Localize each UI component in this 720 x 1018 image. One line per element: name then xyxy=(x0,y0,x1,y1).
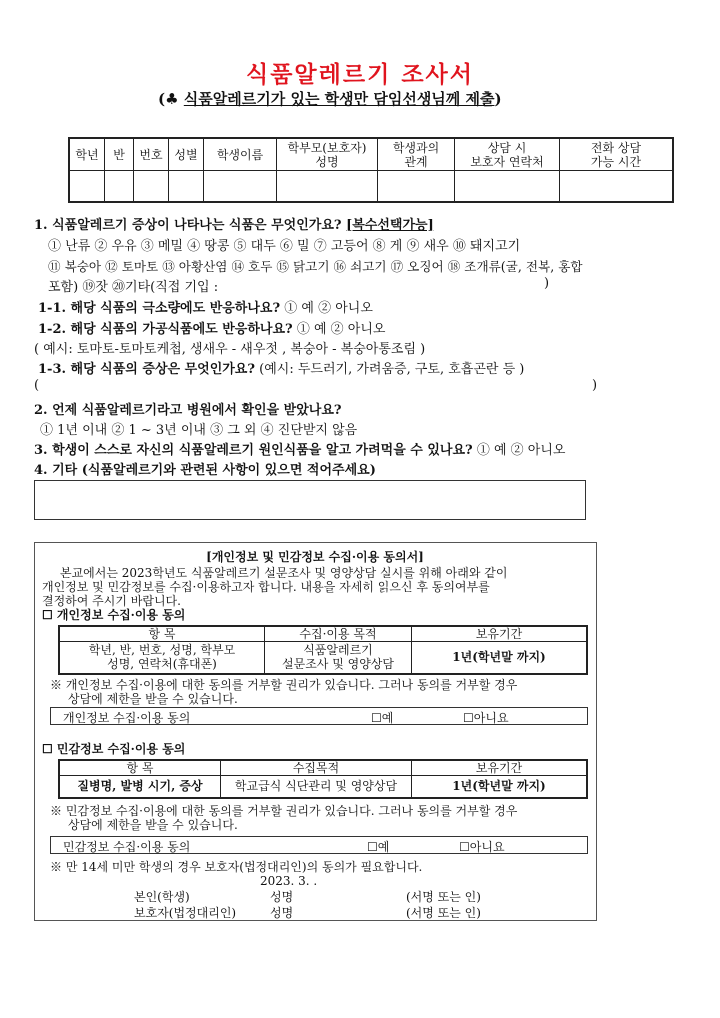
question-3 xyxy=(34,439,565,458)
subtitle-text: 식품알레르기가 있는 학생만 담임선생님께 제출 xyxy=(183,90,495,108)
student-label: 본인(학생) xyxy=(134,890,190,904)
student-name-label: 성명 xyxy=(270,890,294,904)
header-gender: 성별 xyxy=(169,138,204,171)
header-call-time: 전화 상담 가능 시간 xyxy=(560,138,674,171)
personal-header-period: 보유기간 xyxy=(412,626,588,642)
personal-consent-label: 개인정보 수집·이용 동의 xyxy=(63,711,191,725)
question-2-options[interactable]: ① 1년 이내 ② 1 ~ 3년 이내 ③ 그 외 ④ 진단받지 않음 xyxy=(40,423,358,438)
question-3-options[interactable]: ① 예 ② 아니오 xyxy=(476,443,566,458)
question-1-options-line3-close: ) xyxy=(544,276,550,291)
header-guardian-name: 학부모(보호자) 성명 xyxy=(277,138,378,171)
subtitle-open-paren: ( xyxy=(158,90,166,108)
header-number: 번호 xyxy=(134,138,169,171)
personal-item: 학년, 반, 번호, 성명, 학부모 성명, 연락처(휴대폰) xyxy=(59,642,265,674)
personal-purpose: 식품알레르기 설문조사 및 영양상담 xyxy=(265,642,412,674)
header-guardian-contact: 상담 시 보호자 연락처 xyxy=(455,138,560,171)
question-1-3 xyxy=(38,358,524,377)
input-student-name[interactable] xyxy=(204,171,277,203)
signature-date[interactable]: 2023. 3. . xyxy=(260,874,318,888)
sensitive-purpose: 학교급식 식단관리 및 영양상담 xyxy=(221,776,412,798)
question-1-3-open[interactable]: ( xyxy=(34,378,40,393)
question-4-text: 4. 기타 (식품알레르기와 관련된 사항이 있으면 적어주세요) xyxy=(34,463,376,478)
question-1-options-line3[interactable]: 포함) ⑲잣 ⑳기타(직접 기입 : xyxy=(48,280,219,295)
sensitive-consent-label: 민감정보 수집·이용 동의 xyxy=(63,840,191,854)
personal-notice-1: ※ 개인정보 수집·이용에 대한 동의를 거부할 권리가 있습니다. 그러나 동의를 거부할 경우 xyxy=(50,678,518,692)
guardian-label: 보호자(법정대리인) xyxy=(134,906,237,920)
consent-heading: [개인정보 및 민감정보 수집·이용 동의서] xyxy=(206,550,424,564)
header-student-name: 학생이름 xyxy=(204,138,277,171)
input-class[interactable] xyxy=(105,171,134,203)
under14-notice: ※ 만 14세 미만 학생의 경우 보호자(법정대리인)의 동의가 필요합니다. xyxy=(50,860,423,874)
consent-intro-1: 본교에서는 2023학년도 식품알레르기 설문조사 및 영양상담 실시를 위해 아래와 같이 xyxy=(60,566,508,580)
student-sign[interactable]: (서명 또는 인) xyxy=(406,890,481,904)
student-info-table xyxy=(68,137,674,203)
question-1-multi: [복수선택가능] xyxy=(346,218,434,233)
personal-consent-no[interactable]: ☐아니요 xyxy=(463,711,509,725)
question-1-1-text: 1-1. 해당 식품의 극소량에도 반응하나요? xyxy=(38,301,281,316)
question-1-options-line1[interactable]: ① 난류 ② 우유 ③ 메밀 ④ 땅콩 ⑤ 대두 ⑥ 밀 ⑦ 고등어 ⑧ 게 ⑨ 새우 ⑩ 돼지고기 xyxy=(48,239,521,254)
student-table-input-row[interactable] xyxy=(69,171,673,203)
question-3-text: 3. 학생이 스스로 자신의 식품알레르기 원인식품을 알고 가려먹을 수 있나요? xyxy=(34,443,473,458)
question-1-3-text: 1-3. 해당 식품의 증상은 무엇인가요? xyxy=(38,362,255,377)
sensitive-consent-title[interactable]: ☐ 민감정보 수집·이용 동의 xyxy=(42,742,186,756)
consent-intro-3: 결정하여 주시기 바랍니다. xyxy=(42,594,181,608)
personal-info-table xyxy=(58,625,588,675)
question-1-2-text: 1-2. 해당 식품의 가공식품에도 반응하나요? xyxy=(38,322,293,337)
sensitive-consent-yes[interactable]: ☐예 xyxy=(367,840,390,854)
personal-header-purpose: 수집·이용 목적 xyxy=(265,626,412,642)
personal-consent-row xyxy=(50,707,588,725)
question-1-3-close: ) xyxy=(592,378,598,393)
page-title: 식품알레르기 조사서 xyxy=(246,61,474,88)
personal-consent-yes[interactable]: ☐예 xyxy=(371,711,394,725)
question-4-answer-box[interactable] xyxy=(34,480,586,520)
input-guardian-name[interactable] xyxy=(277,171,378,203)
sensitive-notice-1: ※ 민감정보 수집·이용에 대한 동의를 거부할 권리가 있습니다. 그러나 동의를 거부할 경우 xyxy=(50,804,518,818)
question-1-options-line2[interactable]: ⑪ 복숭아 ⑫ 토마토 ⑬ 아황산염 ⑭ 호두 ⑮ 닭고기 ⑯ 쇠고기 ⑰ 오징어 ⑱ 조개류(굴, 전복, 홍합 xyxy=(48,259,583,274)
question-1 xyxy=(34,214,434,233)
personal-consent-title[interactable]: ☐ 개인정보 수집·이용 동의 xyxy=(42,608,186,622)
sensitive-item: 질병명, 발병 시기, 증상 xyxy=(59,776,221,798)
input-relationship[interactable] xyxy=(378,171,455,203)
sensitive-consent-row xyxy=(50,836,588,854)
input-guardian-contact[interactable] xyxy=(455,171,560,203)
guardian-sign[interactable]: (서명 또는 인) xyxy=(406,906,481,920)
personal-notice-2: 상담에 제한을 받을 수 있습니다. xyxy=(68,692,238,706)
question-1-2 xyxy=(38,318,385,337)
question-1-2-options[interactable]: ① 예 ② 아니오 xyxy=(296,322,386,337)
page-subtitle xyxy=(158,88,502,109)
sensitive-consent-no[interactable]: ☐아니요 xyxy=(459,840,505,854)
guardian-name-label: 성명 xyxy=(270,906,294,920)
question-1-1-options[interactable]: ① 예 ② 아니오 xyxy=(284,301,373,316)
header-grade: 학년 xyxy=(69,138,105,171)
question-1-1 xyxy=(38,297,373,316)
subtitle-close-paren: ) xyxy=(494,90,502,108)
sensitive-header-item: 항 목 xyxy=(59,760,221,776)
student-table-header xyxy=(69,138,673,171)
clover-icon: ♣ xyxy=(165,90,179,108)
header-class: 반 xyxy=(105,138,134,171)
question-2-text: 2. 언제 식품알레르기라고 병원에서 확인을 받았나요? xyxy=(34,403,342,418)
sensitive-header-purpose: 수집목적 xyxy=(221,760,412,776)
input-number[interactable] xyxy=(134,171,169,203)
question-1-2-example: ( 예시: 토마토-토마토케첩, 생새우 - 새우젓 , 복숭아 - 복숭아통조림 ) xyxy=(34,342,426,357)
input-call-time[interactable] xyxy=(560,171,674,203)
personal-period: 1년(학년말 까지) xyxy=(412,642,588,674)
sensitive-period: 1년(학년말 까지) xyxy=(412,776,588,798)
sensitive-notice-2: 상담에 제한을 받을 수 있습니다. xyxy=(68,818,238,832)
sensitive-info-table xyxy=(58,759,588,799)
input-grade[interactable] xyxy=(69,171,105,203)
question-1-3-example: (예시: 두드러기, 가려움증, 구토, 호흡곤란 등 ) xyxy=(259,362,525,377)
sensitive-header-period: 보유기간 xyxy=(412,760,588,776)
consent-intro-2: 개인정보 및 민감정보를 수집·이용하고자 합니다. 내용을 자세히 읽으신 후 동의여부를 xyxy=(42,580,490,594)
personal-header-item: 항 목 xyxy=(59,626,265,642)
input-gender[interactable] xyxy=(169,171,204,203)
header-relationship: 학생과의 관계 xyxy=(378,138,455,171)
question-1-text: 1. 식품알레르기 증상이 나타나는 식품은 무엇인가요? xyxy=(34,218,342,233)
